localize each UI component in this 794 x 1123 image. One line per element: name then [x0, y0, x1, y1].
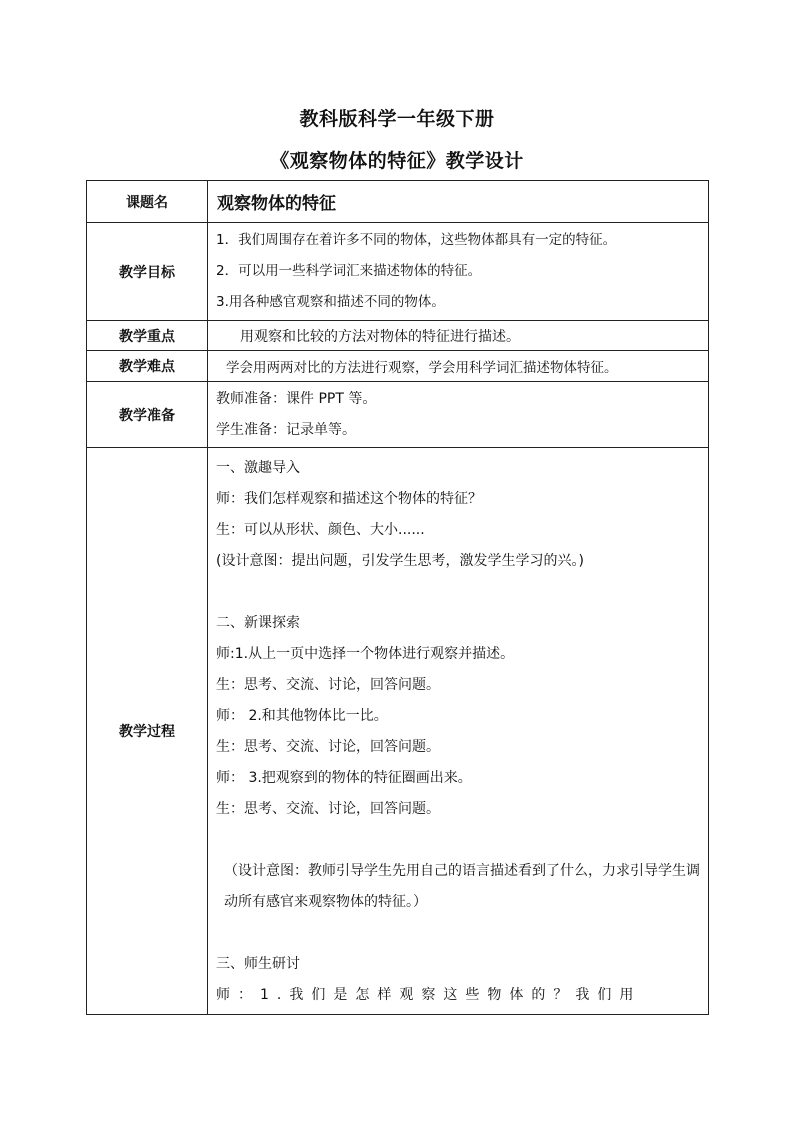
difficulty-cell	[208, 351, 709, 382]
preparation-item: 教师准备：课件 PPT 等。	[216, 390, 377, 407]
process-line: 师：我们怎样观察和描述这个物体的特征？	[216, 491, 482, 507]
goal-item: 3.用各种感官观察和描述不同的物体。	[216, 294, 445, 310]
spacer	[216, 918, 708, 949]
table-row-difficulty	[87, 351, 709, 382]
process-line: 师：1.我们是怎样观察这些物体的？我们用	[216, 987, 642, 1003]
process-line: 师： 2.和其他物体比一比。	[216, 708, 388, 724]
section-heading: 一、激趣导入	[216, 460, 300, 476]
table-row-preparation	[87, 382, 709, 448]
preparation-label: 教学准备	[87, 382, 208, 448]
process-line: 师： 3.把观察到的物体的特征圈画出来。	[216, 770, 472, 786]
focus-cell	[208, 321, 709, 351]
spacer	[216, 577, 708, 608]
focus-label: 教学重点	[87, 321, 208, 351]
goal-item: 2．可以用一些科学词汇来描述物体的特征。	[216, 263, 482, 279]
process-line: 生：思考、交流、讨论，回答问题。	[216, 677, 440, 693]
section-heading: 三、师生研讨	[216, 956, 300, 972]
document-title: 教科版科学一年级下册	[299, 108, 495, 130]
process-line: 生：思考、交流、讨论，回答问题。	[216, 739, 440, 755]
spacer	[216, 825, 708, 856]
table-row-topic	[87, 181, 709, 223]
goals-label: 教学目标	[87, 223, 208, 321]
process-label: 教学过程	[87, 448, 208, 1015]
table-row-goals	[87, 223, 709, 321]
process-line: 生：可以从形状、颜色、大小......	[216, 522, 425, 538]
process-cell	[208, 448, 709, 1015]
goals-cell	[208, 223, 709, 321]
preparation-cell	[208, 382, 709, 448]
goal-item: 1．我们周围存在着许多不同的物体，这些物体都具有一定的特征。	[216, 232, 617, 248]
topic-label: 课题名	[87, 181, 208, 223]
preparation-item: 学生准备：记录单等。	[216, 421, 356, 438]
difficulty-value: 学会用两两对比的方法进行观察，学会用科学词汇描述物体特征。	[226, 360, 618, 376]
topic-cell	[208, 181, 709, 223]
process-line: 师:1.从上一页中选择一个物体进行观察并描述。	[216, 646, 515, 662]
topic-value: 观察物体的特征	[217, 194, 336, 214]
process-line: 生：思考、交流、讨论，回答问题。	[216, 801, 440, 817]
table-row-focus	[87, 321, 709, 351]
focus-value: 用观察和比较的方法对物体的特征进行描述。	[240, 328, 520, 345]
section-heading: 二、新课探索	[216, 615, 300, 631]
lesson-plan-table	[86, 180, 709, 1015]
process-line: (设计意图：提出问题，引发学生思考，激发学生学习的兴。)	[216, 553, 584, 569]
design-intent-note: （设计意图：教师引导学生先用自己的语言描述看到了什么，力求引导学生调动所有感官来观察物体的特征。）	[224, 863, 700, 910]
difficulty-label: 教学难点	[87, 351, 208, 382]
table-row-process	[87, 448, 709, 1015]
document-subtitle: 《观察物体的特征》教学设计	[270, 150, 524, 172]
